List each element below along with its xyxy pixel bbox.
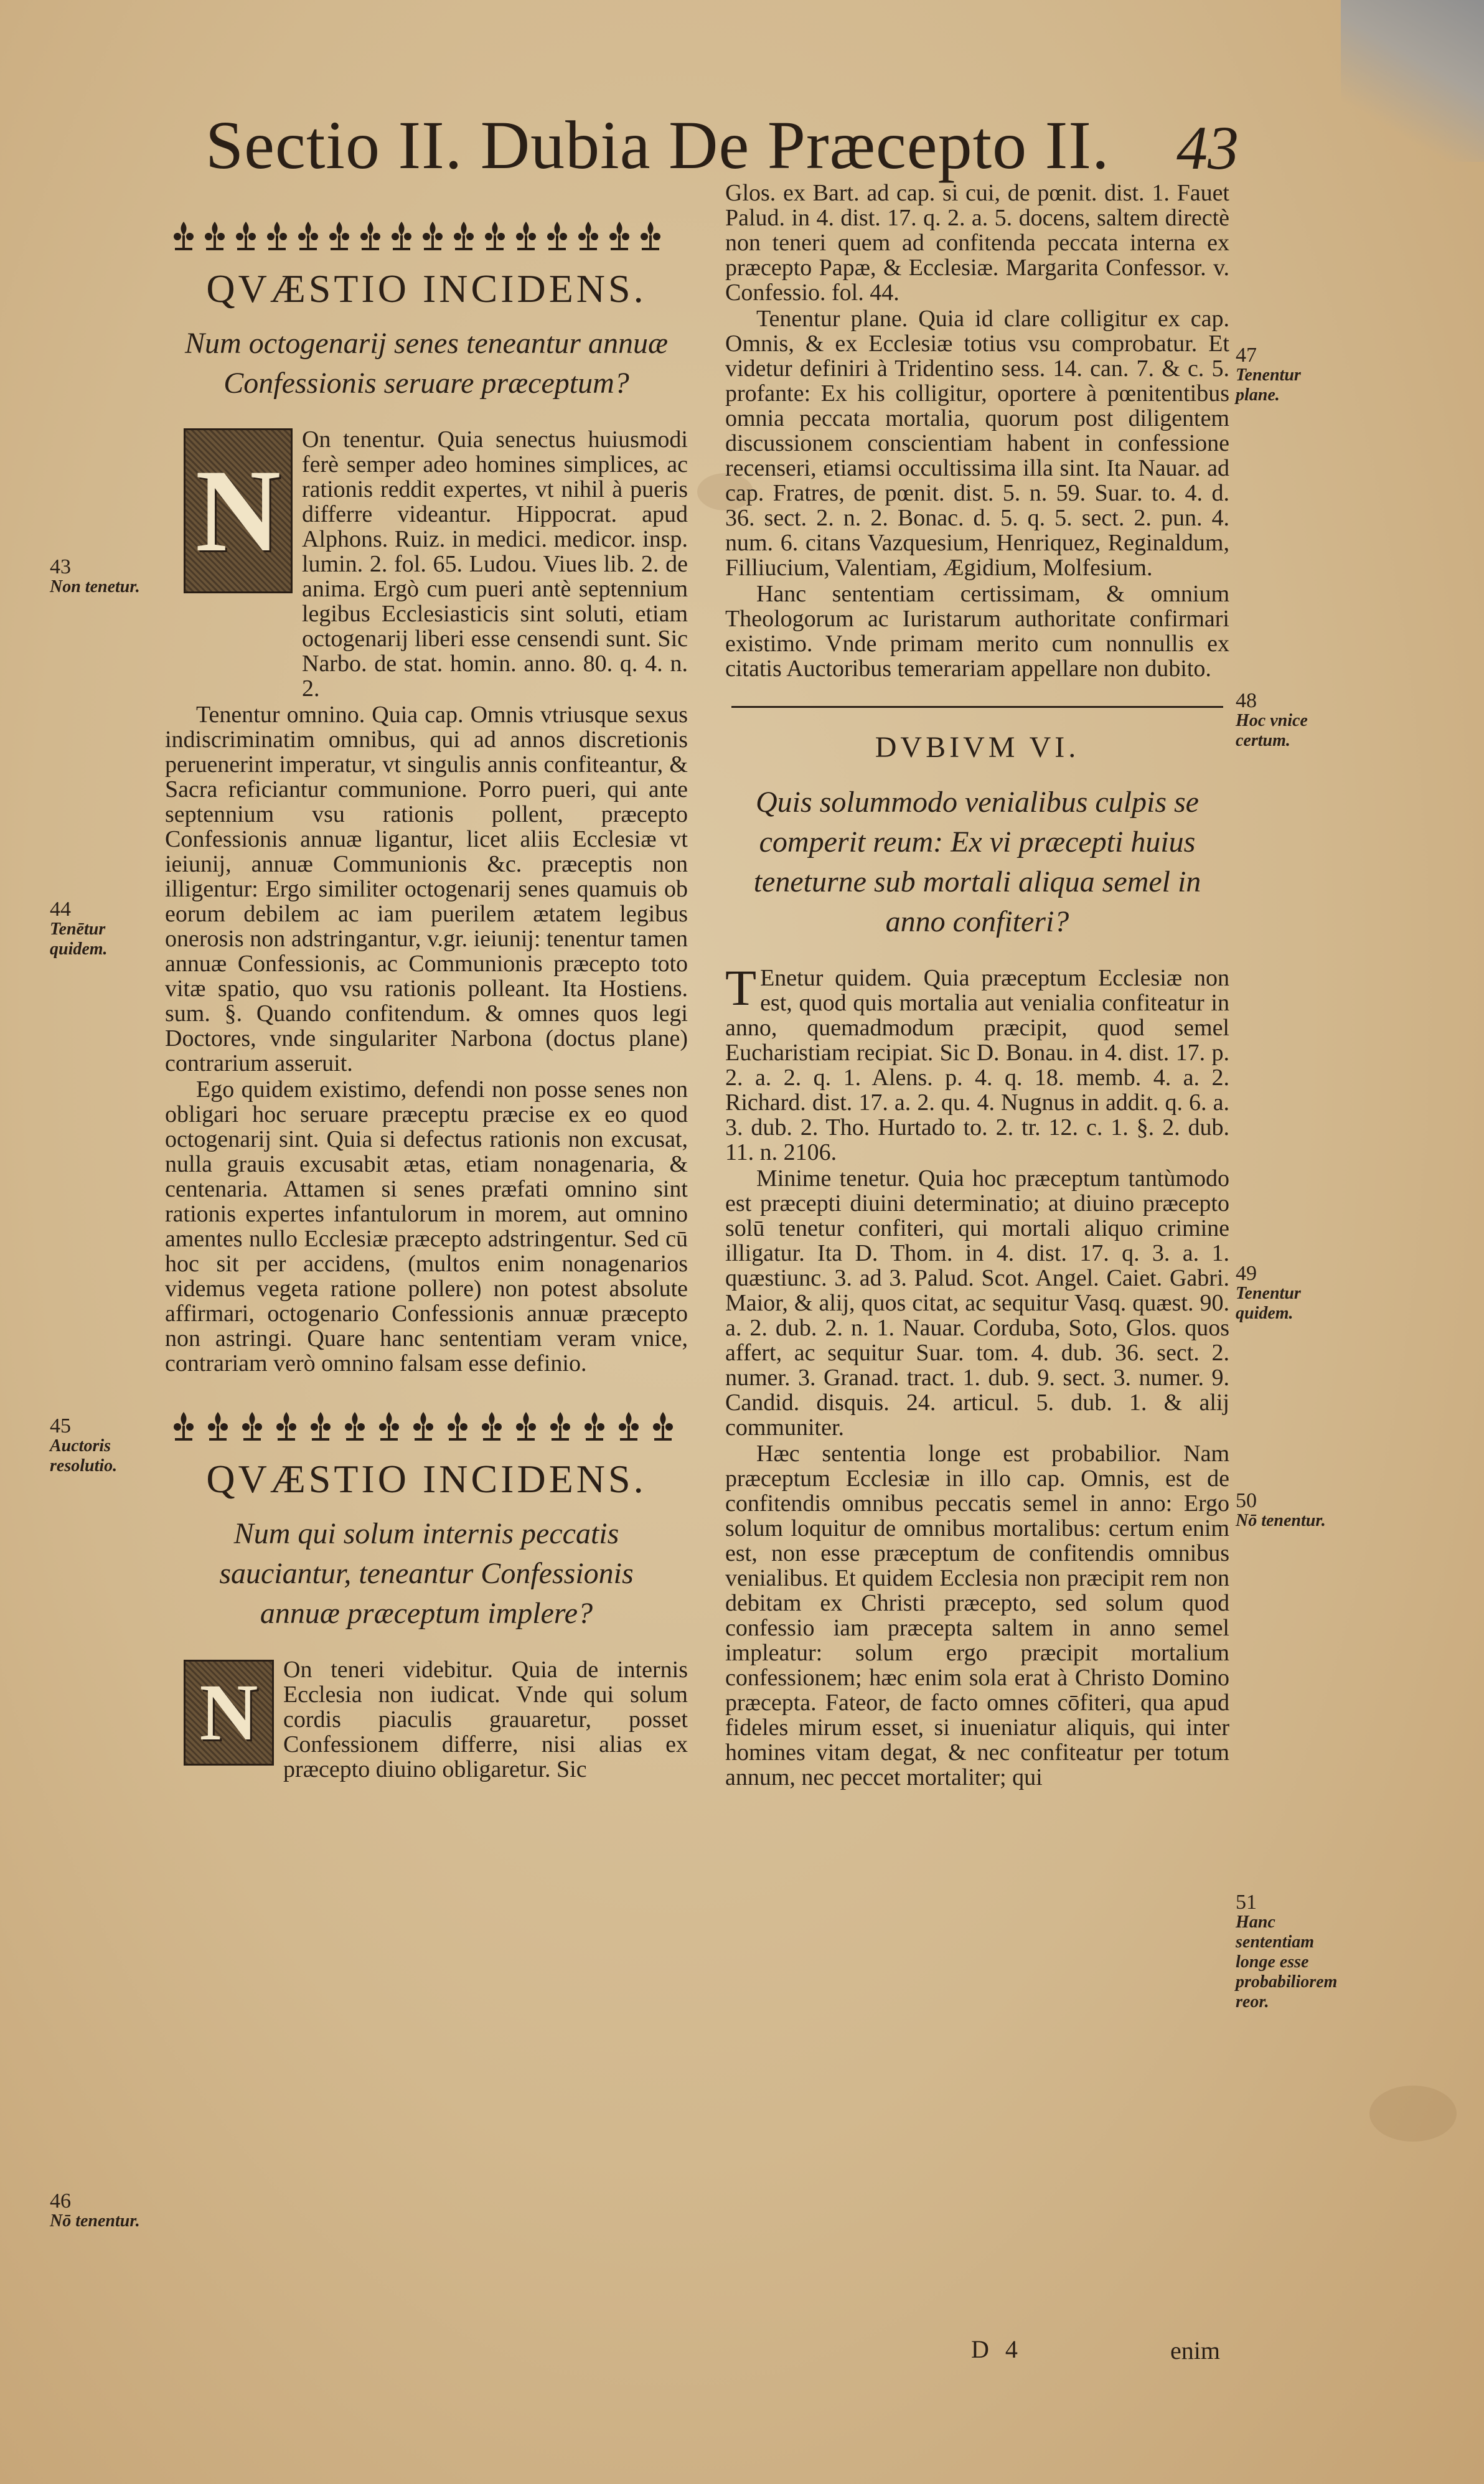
section-heading: QVÆSTIO INCIDENS. xyxy=(206,266,647,311)
margin-number: 48 xyxy=(1236,689,1257,712)
fleuron-ornament-band xyxy=(165,1403,688,1448)
paragraph: Tenentur omnino. Quia cap. Omnis vtriusque sexus indiscriminatim omnibus, qui ad annos discretionis peruenerint imperatur, vt singulis annis confiteantur, & Sacra reficiantur communione. Porro pueri, qui ante septennium vsu rationis pollent, præcepto Confessionis annuæ ligantur, licet aliis Ecclesiæ vt ieiunij, annuæ Communionis &c. præceptis non illigentur: Ergo similiter octogenarij senes quamuis ob eorum debilem ac iam puerilem ætatem legibus onerosis non adstringantur, v.gr. ieiunij: tenentur tamen annuæ Confessionis, ac Communionis præcepto toto vitæ spatio, quo vsu rationis polleant. Ita Hostiens. sum. §. Quando confitendum. & omnes quos legi Doctores, vnde singulariter Narbona (doctus plane) contrarium asseruit. xyxy=(165,702,688,1076)
margin-number: 45 xyxy=(50,1414,71,1437)
margin-text: Hanc sententiam longe esse probabiliorem reor. xyxy=(1236,1912,1338,2011)
paragraph: Glos. ex Bart. ad cap. si cui, de pœnit. dist. 1. Fauet Palud. in 4. dist. 17. q. 2. a. 5. docens, saltem directè non teneri quem ad confitenda peccata interna ex præcepto Papæ, & Ecclesiæ. Margarita Confessor. v. Confessio. fol. 44. xyxy=(725,180,1229,306)
margin-note xyxy=(50,900,156,959)
signature-mark: D 4 xyxy=(971,2335,1023,2363)
margin-text: Non tenetur. xyxy=(50,577,140,596)
margin-text: Hoc vnice certum. xyxy=(1236,711,1308,750)
horizontal-rule xyxy=(731,706,1223,708)
margin-note xyxy=(50,557,156,597)
page-number: 43 xyxy=(1176,113,1239,182)
margin-number: 46 xyxy=(50,2190,71,2213)
left-column xyxy=(165,205,688,1783)
paragraph: On tenentur. Quia senectus huiusmodi ferè semper adeo homines simplices, ac rationis reddit expertes, vt nihil à pueris differre videantur. Hippocrat. apud Alphons. Ruiz. in medici. medicor. insp. lumin. 2. fol. 65. Ludou. Viues lib. 2. de anima. Ergò cum pueri antè septennium legibus Ecclesiasticis sint soluti, etiam octogenarij liberi esse censendi sunt. Sic Narbo. de stat. homin. anno. 80. q. 4. n. 2. xyxy=(302,426,688,702)
margin-note xyxy=(1236,1893,1341,2012)
fleuron-ornament-band xyxy=(165,213,688,258)
initial-letter: N xyxy=(199,1668,258,1757)
margin-text: Nō tenentur. xyxy=(1236,1511,1326,1530)
margin-note xyxy=(1236,691,1341,751)
margin-number: 47 xyxy=(1236,344,1257,367)
section-heading: DVBIVM VI. xyxy=(875,731,1080,764)
question-title: Num octogenarij senes teneantur annuæ Confessionis seruare præceptum? xyxy=(185,327,668,400)
paragraph-with-initial xyxy=(725,959,1229,1165)
page-corner-shadow xyxy=(1341,0,1484,162)
paragraph-text: Enetur quidem. Quia præceptum Ecclesiæ non est, quod quis mortalia aut venialia confiteatur in anno, quemadmodum præcipit, quod semel Eucharistiam recipiat. Sic D. Bonau. in 4. dist. 17. p. 2. a. 2. q. 1. Alens. p. 4. q. 18. memb. 4. a. 2. Richard. dist. 17. a. 2. qu. 4. Nugnus in addit. q. 6. a. 3. dub. 2. Tho. Hurtado to. 2. tr. 12. c. 1. §. 2. dub. 11. n. 2106. xyxy=(725,965,1229,1165)
paragraph: Hæc sententia longe est probabilior. Nam præceptum Ecclesiæ in illo cap. Omnis, est de confitendis omnibus peccatis semel in anno: Ergo solum loquitur de omnibus mortalibus: certum enim est, non esse præceptum de confitendis omnibus venialibus. Et quidem Ecclesia non præcipit rem non debitam ex Christi præcepto, sed solum quod confessio iam præcepta saltem in anno semel impleatur: solum ergo præcipit mortalium confessionem; hæc enim sola erat à Christo Domino præcepta. Fateor, de facto omnes cōfiteri, qua apud fideles mirum esset, si inueniatur aliquis, qui inter homines vitam degat, & nec confiteatur per totum annum, nec peccet mortaliter; qui xyxy=(725,1441,1229,1790)
paragraph: Hanc sententiam certissimam, & omnium Theologorum ac Iuristarum authoritate confirmari existimo. Vnde primam merito cum nonnullis ex citatis Auctoribus temerariam appellare non dubito. xyxy=(725,581,1229,682)
catchword: enim xyxy=(1170,2336,1220,2364)
margin-note xyxy=(1236,1491,1341,1531)
paragraph: Minime tenetur. Quia hoc præceptum tantùmodo est præcepti diuini determinatio; at diuino præcepto solū tenetur confiteri, qui mortali aliquo crimine illigatur. Ita D. Thom. in 4. dist. 17. q. 3. a. 1. quæstiunc. 3. ad 3. Palud. Scot. Angel. Caiet. Gabri. Maior, & alij, quos citat, ac sequitur Vasq. quæst. 90. a. 2. dub. 2. n. 1. Nauar. Corduba, Soto, Glos. quos affert, ac sequitur Suar. tom. 4. dub. 36. sect. 2. numer. 3. Granad. tract. 1. dub. 9. sect. 3. numer. 9. Candid. disquis. 24. articul. 5. dub. 1. & alij communiter. xyxy=(725,1165,1229,1441)
margin-number: 44 xyxy=(50,898,71,921)
margin-note xyxy=(1236,346,1341,405)
paragraph: On teneri videbitur. Quia de internis Ecclesia non iudicat. Vnde qui solum cordis piaculis grauaretur, posset Confessionem differre, nisi alias ex præcepto diuino obligaretur. Sic xyxy=(283,1657,688,1782)
margin-note xyxy=(50,2191,156,2231)
fleuron-icon xyxy=(171,217,682,254)
paragraph: Tenentur plane. Quia id clare colligitur ex cap. Omnis, & ex Ecclesiæ totius vsu comprobatur. Et videtur definiri à Tridentino sess. 14. can. 7. & c. 5. profante: Ex his colligitur, oportere à pœnitentibus omnia peccata mortalia, quorum post diligentem discussionem conscientiam habent in confessione recenseri, etiamsi occultissima illa sint. Ita Nauar. ad cap. Fratres, de pœnit. dist. 5. n. 59. Suar. to. 4. d. 36. sect. 2. n. 2. Bonac. d. 5. q. 5. sect. 2. pun. 4. num. 6. citans Vazquesium, Henriquez, Reginaldum, Filliucium, Valentiam, Ægidium, Molfesium. xyxy=(725,306,1229,581)
decorated-initial xyxy=(184,1660,274,1766)
paragraph: Ego quidem existimo, defendi non posse senes non obligari hoc seruare præceptu præcise ex eo quod octogenarij sint. Quia si defectus rationis non excusat, nulla grauis excusabit ætas, etiam nonagenaria, & centenaria. Attamen si senes præfati omnino sint rationis expertes infantulorum in morem, aut omnino amentes nullo Ecclesiæ præcepto adstringentur. Sed cū hoc sit per accidens, (multos enim nonagenarios videmus vegeta ratione pollere) non potest absolute affirmari, octogenario Confessionis annuæ præcepto non astringi. Quare hanc sententiam veram vnice, contrariam verò omnino falsam esse definio. xyxy=(165,1076,688,1376)
initial-letter: N xyxy=(195,445,281,576)
question-title: Num qui solum internis peccatis sauciantur, teneantur Confessionis annuæ præceptum implere? xyxy=(219,1517,634,1630)
margin-number: 50 xyxy=(1236,1489,1257,1512)
section-heading: QVÆSTIO INCIDENS. xyxy=(206,1457,647,1501)
fleuron-icon xyxy=(171,1407,682,1444)
margin-text: Nō tenentur. xyxy=(50,2211,140,2231)
paragraph-with-dropcap xyxy=(165,427,688,701)
paragraph-with-dropcap xyxy=(165,1657,688,1782)
margin-number: 51 xyxy=(1236,1891,1257,1914)
margin-note xyxy=(50,1416,156,1476)
decorated-initial xyxy=(184,428,293,593)
paper-stain xyxy=(1369,2086,1457,2142)
running-header xyxy=(205,106,1264,187)
margin-text: Tenentur quidem. xyxy=(1236,1284,1301,1323)
margin-number: 43 xyxy=(50,555,71,578)
margin-text: Tenentur plane. xyxy=(1236,365,1301,405)
margin-number: 49 xyxy=(1236,1262,1257,1285)
right-column xyxy=(725,181,1229,1791)
initial-letter: T xyxy=(725,959,757,1016)
margin-text: Tenētur quidem. xyxy=(50,920,108,959)
margin-note xyxy=(1236,1264,1341,1324)
margin-text: Auctoris resolutio. xyxy=(50,1436,118,1475)
page-title: Sectio II. Dubia De Præcepto II. xyxy=(205,107,1110,183)
question-title: Quis solummodo venialibus culpis se comperit reum: Ex vi præcepti huius teneturne sub mortali aliqua semel in anno confiteri? xyxy=(753,786,1201,938)
